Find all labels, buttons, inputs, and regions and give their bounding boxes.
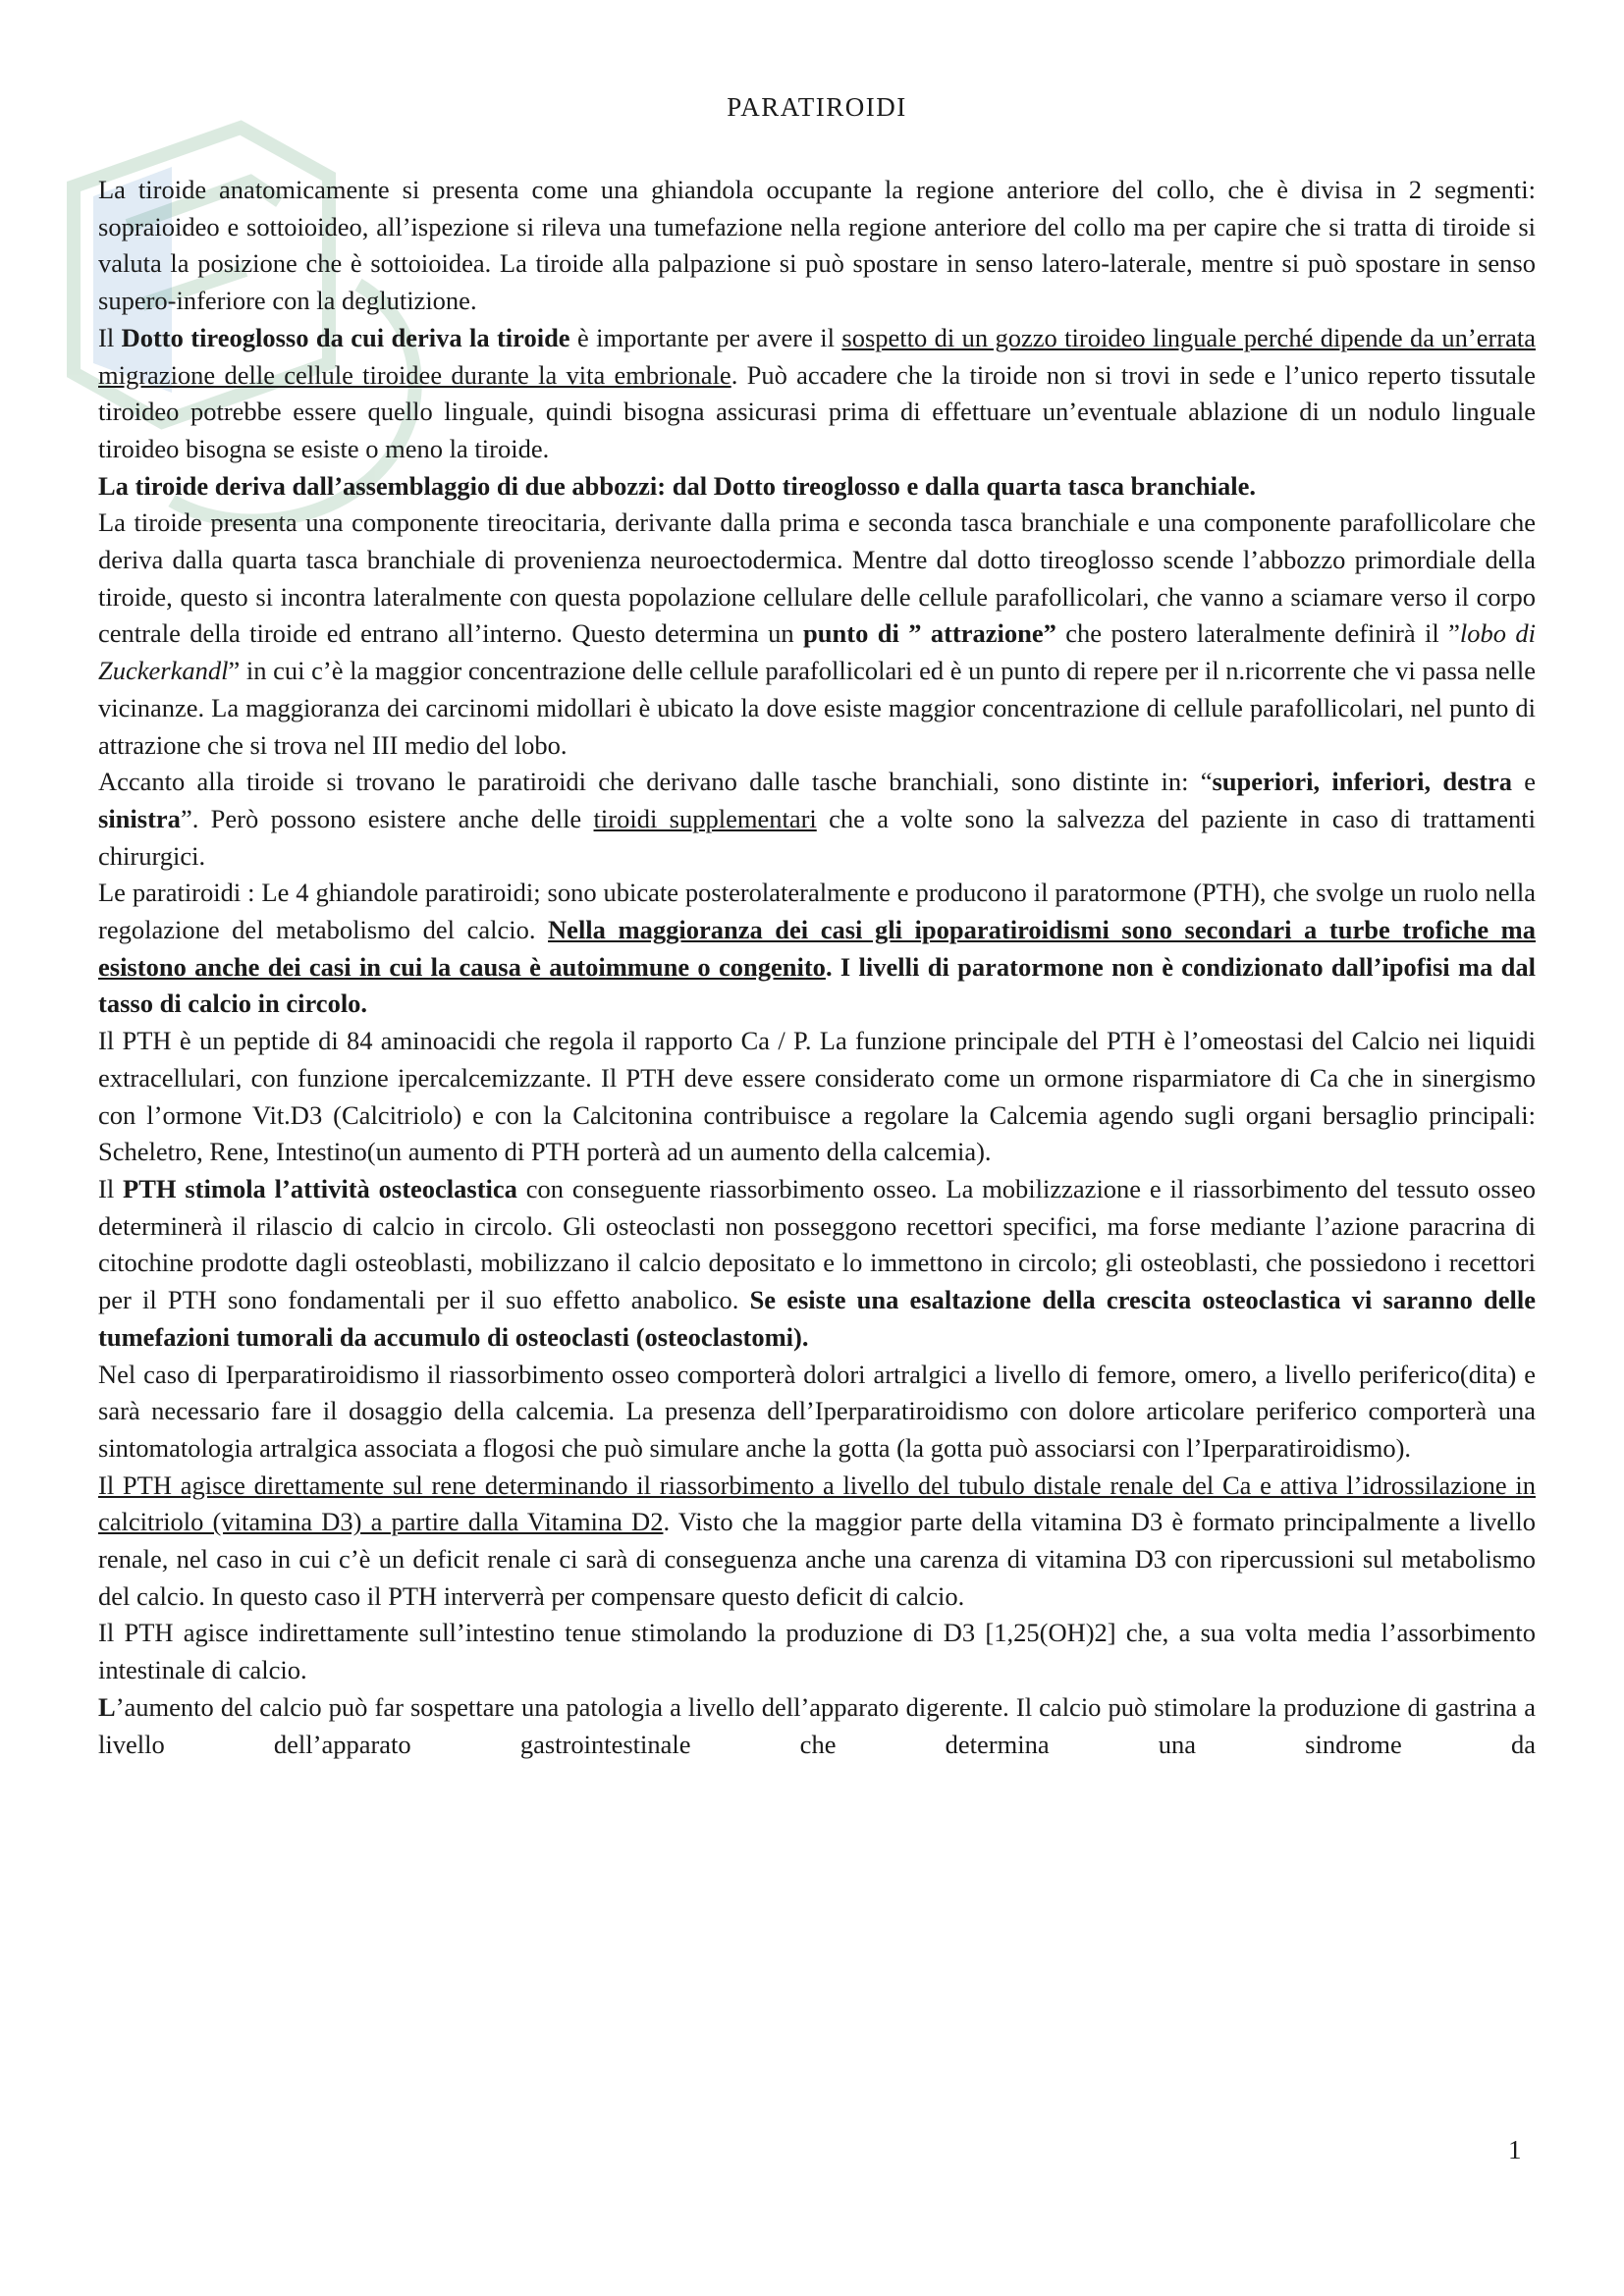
bold-text: destra xyxy=(1442,767,1513,797)
text-run: . Visto che la maggior parte della vitamina D3 è formato principalmente a livello renale, nel caso in cui c’è un deficit renale ci sarà di conseguenza anche una carenza di vitamina D3 con ripercussioni sul metabolismo del calcio. In questo caso il PTH interverrà per compensare questo deficit di calcio. xyxy=(98,1507,1536,1611)
text-run: Il xyxy=(98,1173,124,1203)
text-run: . Può accadere che la tiroide non si trovi in sede e l’unico reperto tissutale tiroideo potrebbe essere quello linguale, quindi bisogna assicurasi prima di effettuare un’eventuale ablazione di un nodulo linguale tiroideo bisogna se esiste o meno la tiroide. xyxy=(98,359,1537,463)
paragraph-thyroid-origin: La tiroide deriva dall’assemblaggio di due abbozzi: dal Dotto tireoglosso e dalla quarta tasca branchiale. xyxy=(98,470,1257,501)
text-run: Accanto alla tiroide si trovano le paratiroidi che derivano dalle tasche branchiali, sono distinte in: “ xyxy=(98,767,1213,797)
bold-text: inferiori xyxy=(1331,767,1425,797)
paragraph-thyroid-anatomy: La tiroide anatomicamente si presenta come una ghiandola occupante la regione anteriore del collo, che è divisa in 2 segmenti: sopraioideo e sottoioideo, all’ispezione si rileva una tumefazione nella regione anteriore del collo ma per capire che si tratta di tiroide si valuta la posizione che è sottoioidea. La tiroide alla palpazione si può spostare in senso latero-laterale, mentre si può spostare in senso supero-inferiore con la deglutizione. xyxy=(98,175,1536,316)
document-body xyxy=(98,92,1536,1763)
italic-text: lobo di Zuckerkandl xyxy=(98,618,1536,686)
text-run: ”. Però possono esistere anche delle xyxy=(180,803,594,833)
paragraph-hyperparathyroidism: Nel caso di Iperparatiroidismo il riassorbimento osseo comporterà dolori artralgici a livello di femore, omero, a livello periferico(dita) e sarà necessario fare il dosaggio della calcemia. La presenza dell’Iperparatiroidismo con dolore articolare periferico comporterà una sintomatologia artralgica associata a flogosi che può simulare anche la gotta (la gotta può associarsi con l’Iperparatiroidismo). xyxy=(98,1359,1536,1463)
paragraph-thyroglossal-duct xyxy=(98,320,1536,468)
page-number: 1 xyxy=(1508,2135,1522,2164)
paragraph-parathyroid-glands xyxy=(98,875,1536,1023)
page-title: PARATIROIDI xyxy=(727,92,907,122)
bold-text: , xyxy=(1424,767,1443,797)
text-run: e xyxy=(1512,767,1536,797)
text-run: La tiroide presenta una componente tireocitaria, derivante dalla prima e seconda tasca branchiale e una componente parafollicolare che deriva dalla quarta tasca branchiale di provenienza neuroectodermica. Mentre dal dotto tireoglosso scende l’abbozzo primordiale della tiroide, questo si incontra lateralmente con questa popolazione cellulare delle cellule parafollicolari, che vanno a sciamare verso il corpo centrale della tiroide ed entrano all’interno. Questo determina un xyxy=(98,507,1536,649)
bold-text: Se esiste una esaltazione della crescita osteoclastica vi saranno delle tumefazioni tumorali da accumulo di osteoclasti (osteoclastomi). xyxy=(98,1285,1536,1352)
text-run: è importante per avere il xyxy=(569,322,842,352)
bold-text: , xyxy=(1313,767,1332,797)
paragraph-pth-osteoclast xyxy=(98,1171,1536,1357)
text-run: ” in cui c’è la maggior concentrazione delle cellule parafollicolari ed è un punto di repere per il n.ricorrente che vi passa nelle vicinanze. La maggioranza dei carcinomi midollari è ubicato la dove esiste maggior concentrazione di cellule parafollicolari, nel punto di attrazione che si trova nel III medio del lobo. xyxy=(98,656,1536,760)
bold-text: Dotto tireoglosso da cui deriva la tiroide xyxy=(121,322,570,352)
bold-text: superiori xyxy=(1212,767,1314,797)
underlined-text: sospetto di un gozzo tiroideo linguale perché dipende da un’errata migrazione delle cellule tiroidee durante la vita embrionale xyxy=(98,322,1537,390)
paragraph-pth-intestine: Il PTH agisce indirettamente sull’intestino tenue stimolando la produzione di D3 [1,25(OH)2] che, a sua volta media l’assorbimento intestinale di calcio. xyxy=(98,1618,1536,1685)
bold-underlined-text: Nella maggioranza dei casi gli ipoparatiroidismi sono secondari a turbe trofiche ma esistono anche dei casi in cui la causa è autoimmune o congenito xyxy=(98,915,1537,982)
text-run: ’aumento del calcio può far sospettare una patologia a livello dell’apparato digerente. Il calcio può stimolare la produzione di gastrina a livello dell’apparato gastrointestinale che determina una sindrome da xyxy=(98,1691,1536,1759)
bold-text: L xyxy=(98,1691,116,1722)
text-run: Il xyxy=(98,322,122,352)
bold-text: punto di ” attrazione” xyxy=(803,618,1056,649)
bold-text: PTH stimola l’attività osteoclastica xyxy=(123,1173,517,1203)
paragraph-calcium-digestive xyxy=(98,1689,1536,1763)
text-run: che a volte sono la salvezza del paziente in caso di trattamenti chirurgici. xyxy=(98,803,1536,871)
text-run: che postero lateralmente definirà il ” xyxy=(1056,618,1460,649)
paragraph-parathyroid-location xyxy=(98,764,1536,875)
text-run: con conseguente riassorbimento osseo. La mobilizzazione e il riassorbimento del tessuto osseo determinerà il rilascio di calcio in circolo. Gli osteoclasti non posseggono recettori specifici, ma forse mediante l’azione paracrina di citochine prodotte dagli osteoblasti, mobilizzano il calcio depositato e lo immettono in circolo; gli osteoblasti, che possiedono i recettori per il PTH sono fondamentali per il suo effetto anabolico. xyxy=(98,1173,1536,1315)
text-run: Le paratiroidi : Le 4 ghiandole paratiroidi; sono ubicate posterolateralmente e producono il paratormone (PTH), che svolge un ruolo nella regolazione del metabolismo del calcio. xyxy=(98,878,1536,945)
bold-text: sinistra xyxy=(98,803,181,833)
paragraph-thyroid-components xyxy=(98,505,1536,764)
paragraph-pth-peptide: Il PTH è un peptide di 84 aminoacidi che regola il rapporto Ca / P. La funzione principale del PTH è l’omeostasi del Calcio nei liquidi extracellulari, con funzione ipercalcemizzante. Il PTH deve essere considerato come un ormone risparmiatore di Ca che in sinergismo con l’ormone Vit.D3 (Calcitriolo) e con la Calcitonina contribuisce a regolare la Calcemia agendo sugli organi bersaglio principali: Scheletro, Rene, Intestino(un aumento di PTH porterà ad un aumento della calcemia). xyxy=(98,1026,1536,1167)
paragraph-pth-kidney xyxy=(98,1468,1536,1616)
underlined-text: tiroidi supplementari xyxy=(593,803,817,833)
bold-text: . I livelli di paratormone non è condizionato dall’ipofisi ma dal tasso di calcio in circolo. xyxy=(98,951,1536,1019)
underlined-text: Il PTH agisce direttamente sul rene determinando il riassorbimento a livello del tubulo distale renale del Ca e attiva l’idrossilazione in calcitriolo (vitamina D3) a partire dalla Vitamina D2 xyxy=(98,1469,1536,1537)
